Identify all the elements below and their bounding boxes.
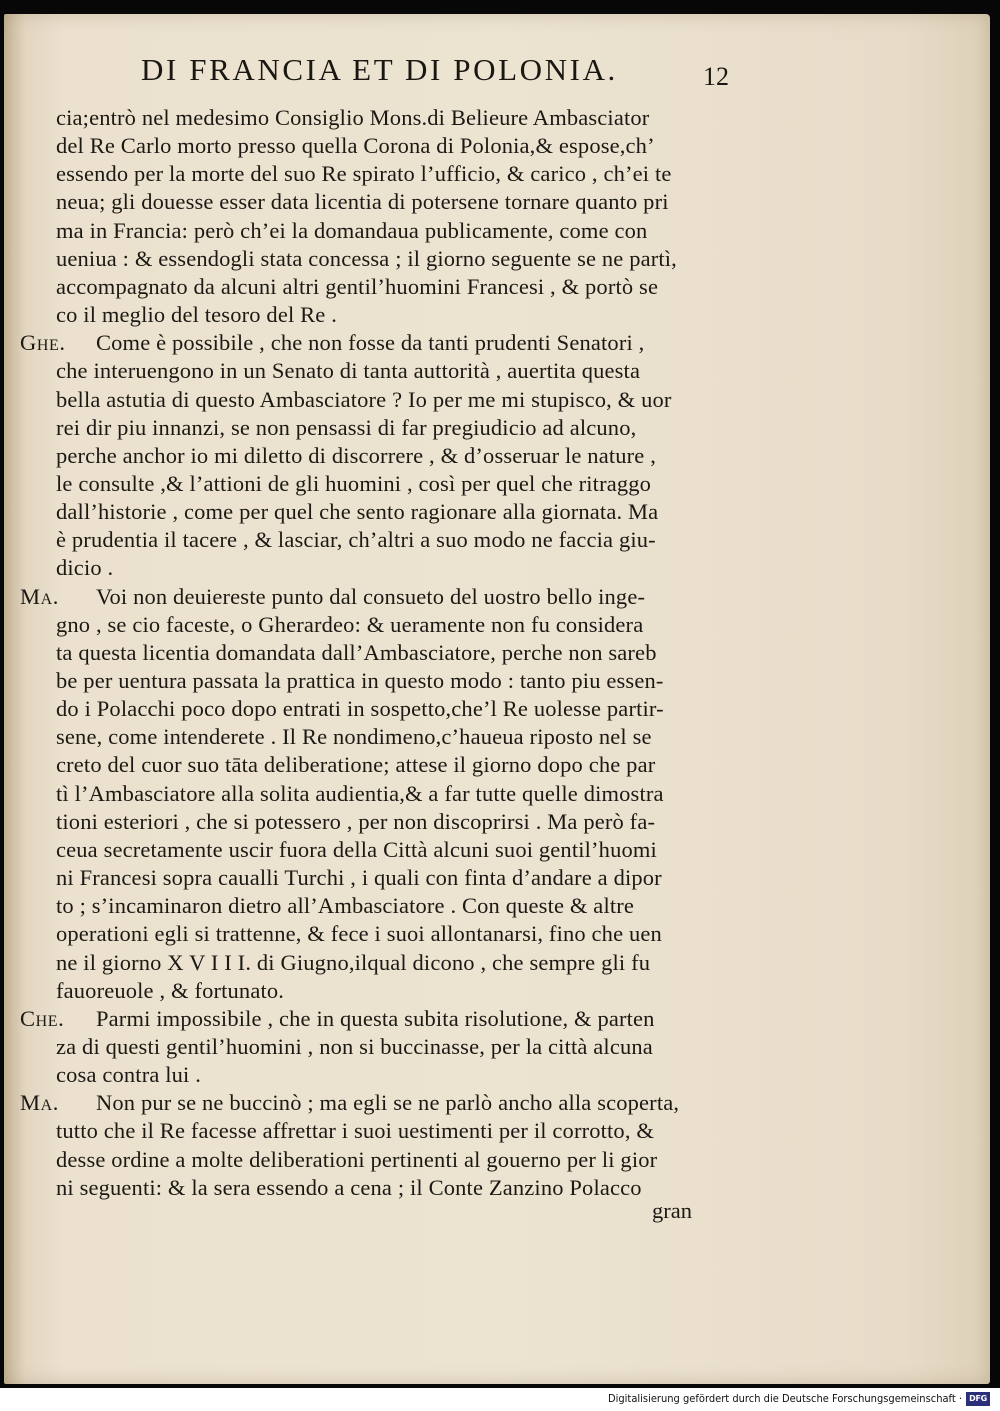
running-title: DI FRANCIA ET DI POLONIA.: [141, 52, 618, 87]
text-line: Voi non deuiereste punto dal consueto del uostro bello inge-: [96, 583, 646, 609]
text-line: del Re Carlo morto presso quella Corona di Polonia,& espose,ch’: [56, 133, 655, 159]
text-line: gno , se cio faceste, o Gherardeo: & ueramente non fu considera: [56, 611, 644, 637]
text-line: fauoreuole , & fortunato.: [56, 977, 285, 1003]
text-line: Non pur se ne buccinò ; ma egli se ne parlò ancho alla scoperta,: [96, 1090, 680, 1116]
text-line: che interuengono in un Senato di tanta auttorità , auertita questa: [56, 358, 641, 384]
text-line: dall’historie , come per quel che sento ragionare alla giornata. Ma: [56, 499, 659, 525]
text-line: le consulte ,& l’attioni de gli huomini , così per quel che ritraggo: [56, 470, 652, 496]
speaker-label: Ma.: [20, 583, 59, 609]
text-line: do i Polacchi poco dopo entrati in sospetto,che’l Re uolesse partir-: [56, 696, 664, 722]
text-line: ta questa licentia domandata dall’Ambasciatore, perche non sareb: [56, 639, 657, 665]
text-line: tutto che il Re facesse affrettar i suoi uestimenti per il corrotto, &: [56, 1118, 655, 1144]
text-line: sene, come intenderete . Il Re nondimeno,c’haueua riposto nel se: [56, 724, 652, 750]
text-line: operationi egli si trattenne, & fece i suoi allontanarsi, fino che uen: [56, 921, 662, 947]
text-line: Parmi impossibile , che in questa subita risolutione, & parten: [96, 1005, 655, 1031]
text-line: cosa contra lui .: [56, 1062, 201, 1088]
speaker-label: Ghe.: [20, 330, 66, 356]
catchword: gran: [652, 1198, 692, 1223]
text-line: ni seguenti: & la sera essendo a cena ; il Conte Zanzino Polacco: [56, 1174, 642, 1200]
text-line: be per uentura passata la prattica in questo modo : tanto piu essen-: [56, 668, 664, 693]
speaker-label: Ma.: [20, 1090, 59, 1116]
text-line: essendo per la morte del suo Re spirato l’ufficio, & carico , ch’ei te: [56, 161, 672, 187]
text-line: ma in Francia: però ch’ei la domandaua publicamente, come con: [56, 217, 648, 243]
text-line: ne il giorno X V I I I. di Giugno,ilqual dicono , che sempre gli fu: [56, 949, 651, 975]
text-line: cia;entrò nel medesimo Consiglio Mons.di Belieure Ambasciator: [56, 105, 650, 130]
text-line: tì l’Ambasciatore alla solita audientia,& a far tutte quelle dimostra: [56, 780, 664, 806]
text-line: bella astutia di questo Ambasciatore ? Io per me mi stupisco, & uor: [56, 386, 672, 412]
text-line: to ; s’incaminaron dietro all’Ambasciatore . Con queste & altre: [56, 893, 635, 919]
speaker-label: Che.: [20, 1005, 65, 1031]
dfg-logo-icon: DFG: [966, 1392, 990, 1406]
text-line: ni Francesi sopra caualli Turchi , i quali con finta d’andare a dipor: [56, 865, 662, 891]
text-line: za di questi gentil’huomini , non si buccinasse, per la città alcuna: [56, 1033, 653, 1059]
text-line: creto del cuor suo tāta deliberatione; attese il giorno dopo che par: [56, 752, 656, 778]
text-line: è prudentia il tacere , & lasciar, ch’altri a suo modo ne faccia giu-: [56, 527, 656, 553]
page-number: 12: [703, 62, 729, 91]
text-line: perche anchor io mi diletto di discorrere , & d’osseruar le nature ,: [56, 442, 656, 468]
text-line: rei dir piu innanzi, se non pensassi di far pregiudicio ad alcuno,: [56, 414, 637, 440]
text-line: tioni esteriori , che si potessero , per non discoprirsi . Ma però fa-: [56, 808, 656, 834]
text-line: co il meglio del tesoro del Re .: [56, 302, 337, 328]
text-line: neua; gli douesse esser data licentia di potersene tornare quanto pri: [56, 189, 669, 215]
text-line: Come è possibile , che non fosse da tanti prudenti Senatori ,: [96, 330, 645, 356]
text-line: desse ordine a molte deliberationi pertinenti al gouerno per li gior: [56, 1146, 658, 1172]
text-line: accompagnato da alcuni altri gentil’huomini Francesi , & portò se: [56, 273, 659, 299]
funding-note: Digitalisierung gefördert durch die Deutsche Forschungsgemeinschaft ·: [608, 1393, 963, 1405]
text-line: ceua secretamente uscir fuora della Città alcuni suoi gentil’huomi: [56, 836, 657, 862]
text-line: dicio .: [56, 555, 114, 581]
text-line: ueniua : & essendogli stata concessa ; il giorno seguente se ne partì,: [56, 245, 677, 271]
